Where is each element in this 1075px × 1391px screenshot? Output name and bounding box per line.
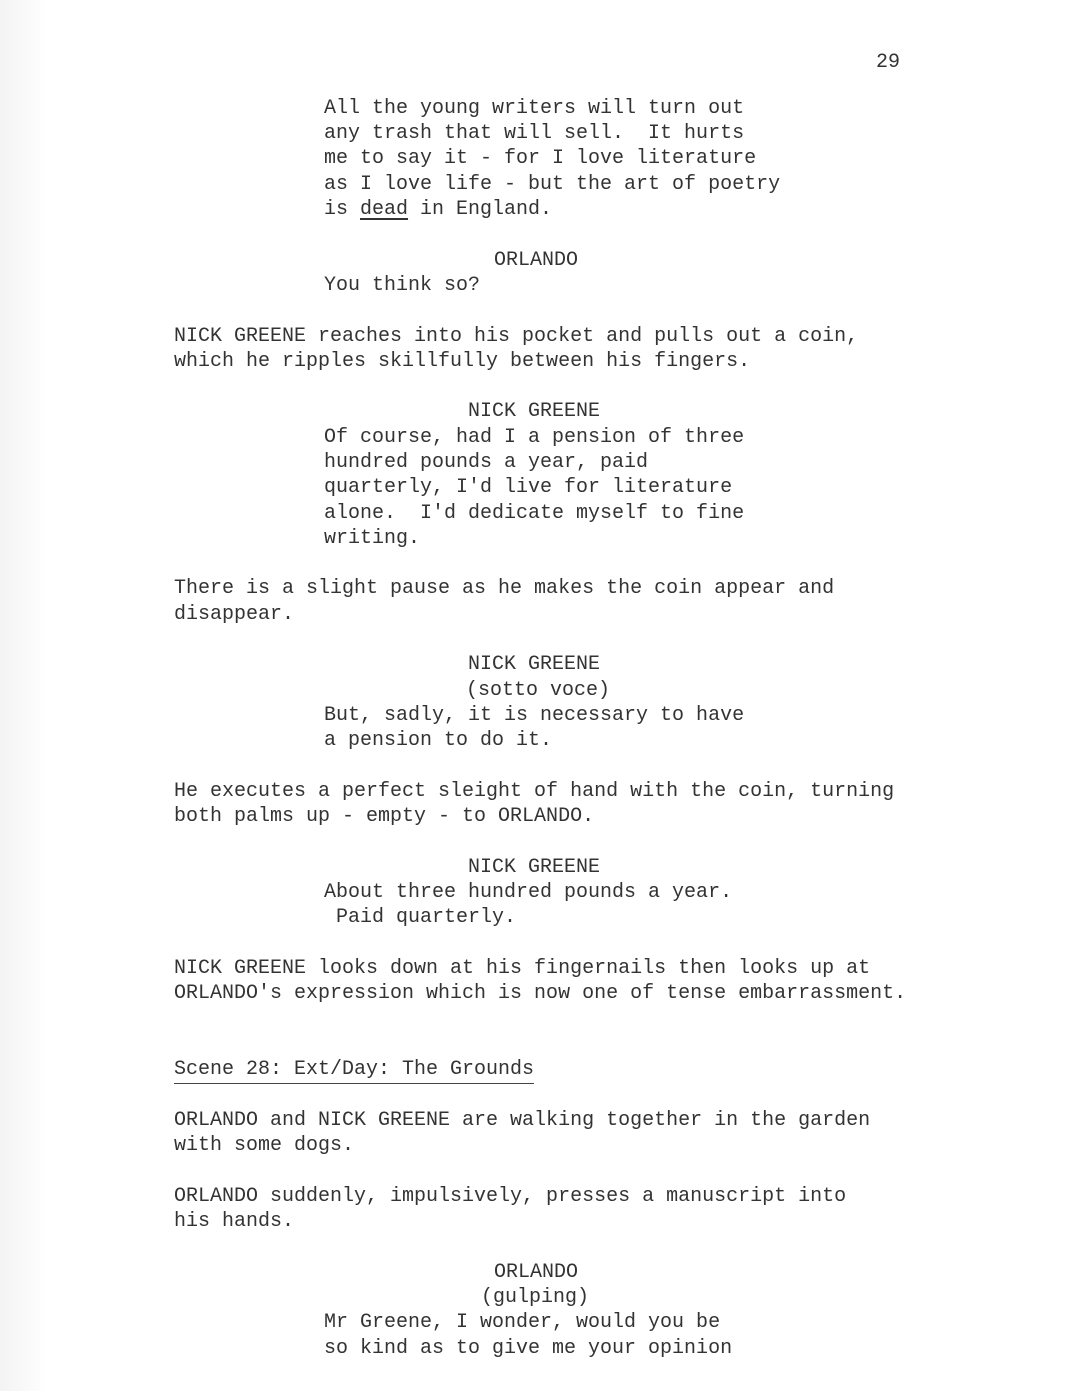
character-name: NICK GREENE: [468, 400, 601, 423]
dialogue-line: [324, 197, 552, 222]
action-line: There is a slight pause as he makes the coin appear and: [174, 577, 835, 600]
dialogue-line: You think so?: [324, 274, 481, 297]
parenthetical: (sotto voce): [466, 679, 611, 702]
action-line: ORLANDO suddenly, impulsively, presses a manuscript into: [174, 1185, 847, 1208]
character-name: NICK GREENE: [468, 653, 601, 676]
action-line: disappear.: [174, 603, 295, 626]
dialogue-line: hundred pounds a year, paid: [324, 451, 649, 474]
dialogue-line: so kind as to give me your opinion: [324, 1337, 733, 1360]
action-line: which he ripples skillfully between his fingers.: [174, 350, 751, 373]
action-line: both palms up - empty - to ORLANDO.: [174, 805, 595, 828]
character-name: ORLANDO: [494, 249, 579, 272]
dialogue-line: Paid quarterly.: [324, 906, 517, 929]
dialogue-line: writing.: [324, 527, 421, 550]
page-number: 29: [876, 51, 901, 74]
action-line: his hands.: [174, 1210, 295, 1233]
page-edge-shadow: [0, 0, 48, 1391]
dialogue-line: me to say it - for I love literature: [324, 147, 757, 170]
dialogue-line: Mr Greene, I wonder, would you be: [324, 1311, 721, 1334]
action-line: NICK GREENE reaches into his pocket and pulls out a coin,: [174, 325, 859, 348]
action-line: He executes a perfect sleight of hand with the coin, turning: [174, 780, 895, 803]
dialogue-line: a pension to do it.: [324, 729, 553, 752]
character-name: ORLANDO: [494, 1261, 579, 1284]
action-line: NICK GREENE looks down at his fingernails then looks up at: [174, 957, 871, 980]
action-line: with some dogs.: [174, 1134, 355, 1157]
scene-heading: Scene 28: Ext/Day: The Grounds: [174, 1057, 534, 1084]
dialogue-line: quarterly, I'd live for literature: [324, 476, 733, 499]
dialogue-text: in England.: [408, 198, 553, 221]
dialogue-line: any trash that will sell. It hurts: [324, 122, 745, 145]
parenthetical: (gulping): [481, 1286, 590, 1309]
underlined-word: dead: [360, 198, 409, 221]
dialogue-line: as I love life - but the art of poetry: [324, 173, 781, 196]
dialogue-line: Of course, had I a pension of three: [324, 426, 745, 449]
action-line: ORLANDO's expression which is now one of tense embarrassment.: [174, 982, 907, 1005]
dialogue-line: All the young writers will turn out: [324, 97, 745, 120]
action-line: ORLANDO and NICK GREENE are walking together in the garden: [174, 1109, 871, 1132]
character-name: NICK GREENE: [468, 856, 601, 879]
dialogue-line: But, sadly, it is necessary to have: [324, 704, 745, 727]
dialogue-line: About three hundred pounds a year.: [324, 881, 733, 904]
dialogue-text: is: [324, 198, 361, 221]
dialogue-line: alone. I'd dedicate myself to fine: [324, 502, 745, 525]
